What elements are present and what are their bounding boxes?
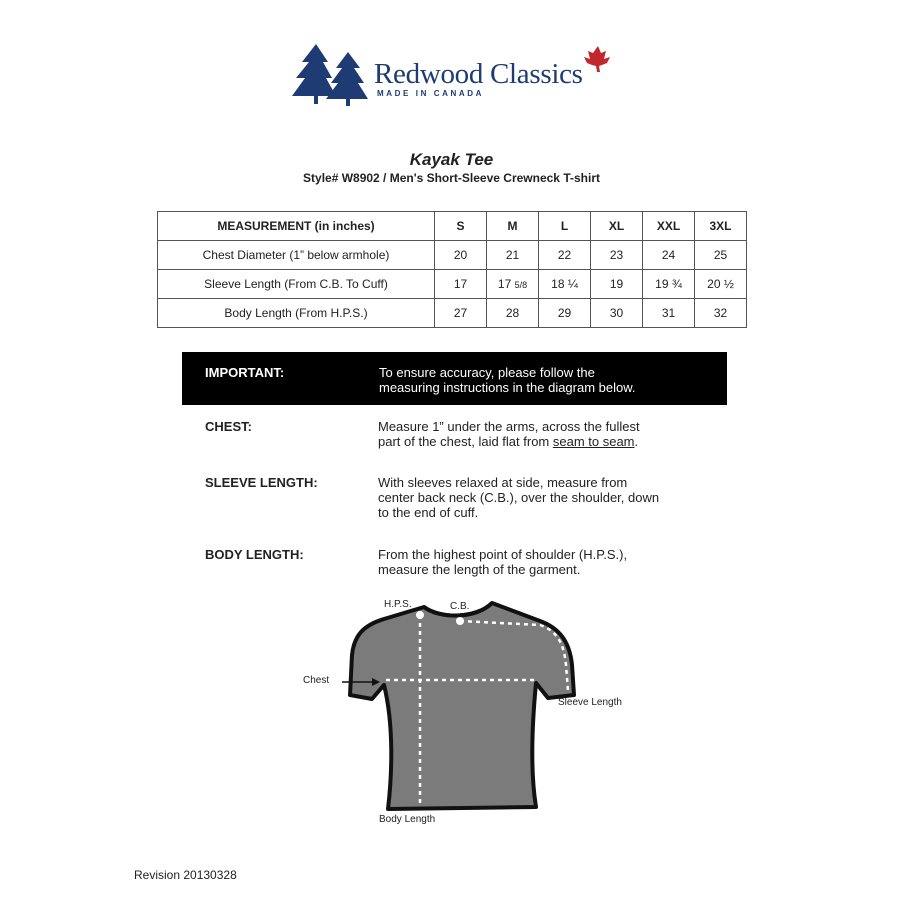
table-cell: 19: [591, 270, 643, 299]
size-header: XXL: [643, 212, 695, 241]
row-label: Body Length (From H.P.S.): [158, 299, 435, 328]
table-cell: 24: [643, 241, 695, 270]
sleeve-length-text: [378, 475, 738, 520]
table-cell: 20 ½: [695, 270, 747, 299]
maple-leaf-icon: [584, 46, 610, 72]
table-cell-fraction: 5/8: [514, 280, 528, 290]
sleeve-line: to the end of cuff.: [378, 505, 479, 520]
size-header: S: [435, 212, 487, 241]
row-label: Chest Diameter (1” below armhole): [158, 241, 435, 270]
brand-name: Redwood Classics: [374, 58, 583, 90]
table-cell: 20: [435, 241, 487, 270]
body-length-label: BODY LENGTH:: [205, 547, 304, 562]
seam-to-seam-text: seam to seam: [552, 434, 635, 449]
sleeve-length-diagram-label: Sleeve Length: [558, 697, 622, 708]
body-line: From the highest point of shoulder (H.P.S.),: [378, 547, 628, 562]
important-line: measuring instructions in the diagram below.: [379, 380, 636, 395]
body-length-text: [378, 547, 738, 577]
chest-line: Measure 1” under the arms, across the fullest: [378, 419, 640, 434]
sleeve-line: center back neck (C.B.), over the shoulder, down: [378, 490, 660, 505]
table-cell: 19 ¾: [643, 270, 695, 299]
table-header-row: [158, 212, 747, 241]
chest-text: [378, 419, 738, 449]
size-header: M: [487, 212, 539, 241]
body-line: measure the length of the garment.: [378, 562, 581, 577]
table-cell: 31: [643, 299, 695, 328]
table-cell: 27: [435, 299, 487, 328]
row-label: Sleeve Length (From C.B. To Cuff): [158, 270, 435, 299]
chest-line-pre: part of the chest, laid flat from: [378, 434, 553, 449]
hps-label: H.P.S.: [384, 599, 412, 610]
table-cell-whole: 17: [497, 277, 512, 291]
tshirt-icon: [300, 595, 660, 835]
table-cell: 30: [591, 299, 643, 328]
table-row: [158, 270, 747, 299]
table-cell: 21: [487, 241, 539, 270]
size-header: L: [539, 212, 591, 241]
table-cell: 32: [695, 299, 747, 328]
chest-line: [378, 434, 738, 449]
table-row: [158, 241, 747, 270]
table-cell: 29: [539, 299, 591, 328]
table-cell: [487, 270, 539, 299]
body-length-diagram-label: Body Length: [379, 814, 436, 825]
important-text: [379, 365, 719, 395]
page-subtitle: Style# W8902 / Men's Short-Sleeve Crewneck T-shirt: [303, 171, 600, 185]
page-title: Kayak Tee: [409, 150, 494, 169]
chest-line-post: .: [634, 434, 639, 449]
brand-tagline: MADE IN CANADA: [377, 89, 485, 98]
table-row: [158, 299, 747, 328]
table-cell: 28: [487, 299, 539, 328]
size-header: XL: [591, 212, 643, 241]
sleeve-line: With sleeves relaxed at side, measure from: [378, 475, 628, 490]
tshirt-diagram: [300, 595, 660, 835]
table-cell: 18 ¼: [539, 270, 591, 299]
cb-label: C.B.: [450, 601, 470, 612]
chest-diagram-label: Chest: [303, 675, 330, 686]
size-chart-table: [157, 211, 747, 328]
revision-text: Revision 20130328: [134, 868, 237, 882]
measurement-header: MEASUREMENT (in inches): [158, 212, 435, 241]
sleeve-length-label: SLEEVE LENGTH:: [205, 475, 318, 490]
important-label: IMPORTANT:: [205, 365, 285, 380]
chest-label: CHEST:: [205, 419, 252, 434]
table-cell: 25: [695, 241, 747, 270]
table-cell: 22: [539, 241, 591, 270]
table-cell: 17: [435, 270, 487, 299]
table-cell: 23: [591, 241, 643, 270]
important-line: To ensure accuracy, please follow the: [379, 365, 595, 380]
size-header: 3XL: [695, 212, 747, 241]
